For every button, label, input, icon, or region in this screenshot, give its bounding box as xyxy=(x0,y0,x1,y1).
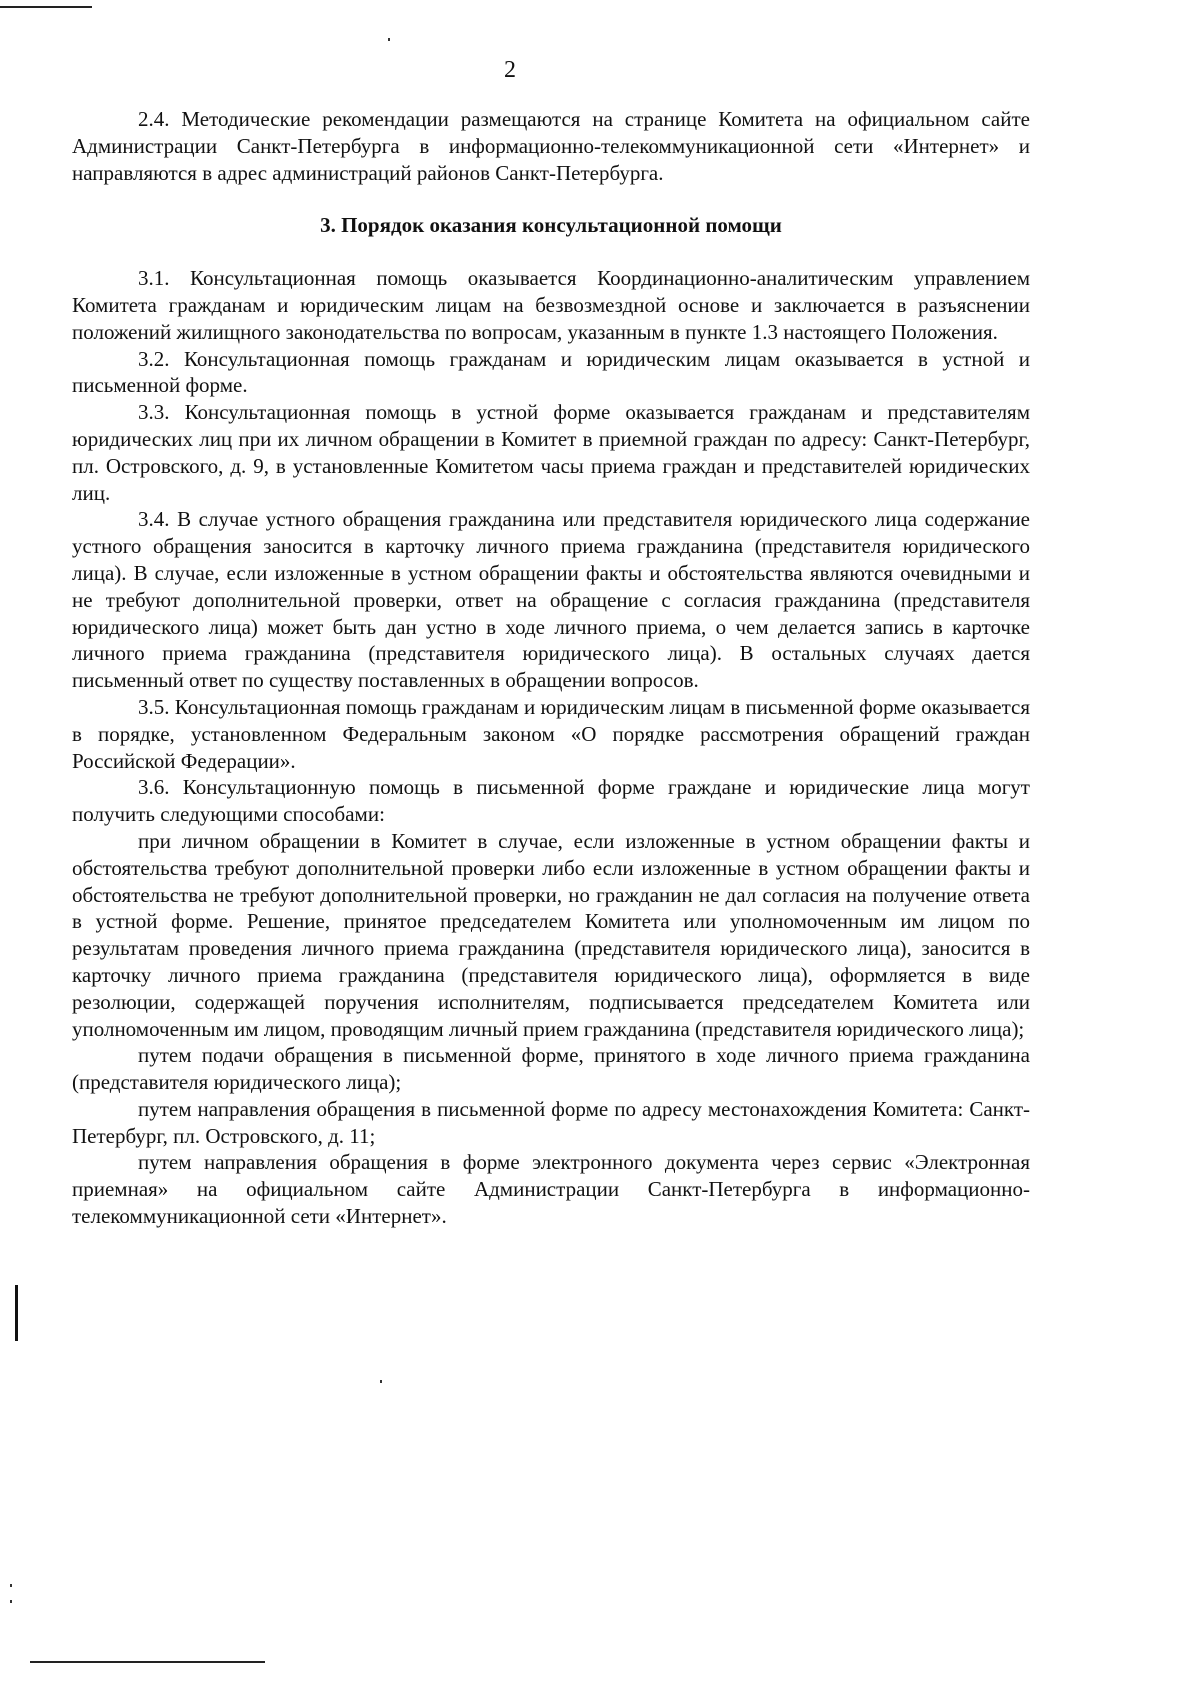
list-item-electronic-reception: путем направления обращения в форме электронного документа через сервис «Электронная приемная» на официальном сайте Администрации Санкт-Петербурга в информационно-телекоммуникационной сети «Интернет». xyxy=(72,1150,1030,1229)
page-number: 2 xyxy=(504,57,516,83)
paragraph-3-1: 3.1. Консультационная помощь оказывается Координационно-аналитическим управлением Комитета гражданам и юридическим лицам на безвозмездной основе и заключается в разъяснении положений жилищного законодательства по вопросам, указанным в пункте 1.3 настоящего Положения. xyxy=(72,266,1030,344)
paragraph-3-5: 3.5. Консультационная помощь гражданам и юридическим лицам в письменной форме оказывается в порядке, установленном Федеральным законом «О порядке рассмотрения обращений граждан Российской Федерации». xyxy=(72,694,1030,773)
document-body xyxy=(72,106,1030,1230)
list-item-written-at-visit: путем подачи обращения в письменной форме, принятого в ходе личного приема гражданина (представителя юридического лица); xyxy=(72,1043,1030,1095)
scan-speck xyxy=(380,1380,382,1383)
paragraph-3-3: 3.3. Консультационная помощь в устной форме оказывается гражданам и представителям юридических лиц при их личном обращении в Комитет в приемной граждан по адресу: Санкт-Петербург, пл. Островского, д. 9, в установленные Комитетом часы приема граждан и представителей юридических лиц. xyxy=(72,400,1030,505)
section-title: 3. Порядок оказания консультационной помощи xyxy=(320,213,782,238)
scan-artifact-line xyxy=(0,6,92,8)
scan-artifact-line xyxy=(30,1661,265,1663)
list-item-postal-address: путем направления обращения в письменной форме по адресу местонахождения Комитета: Санкт-Петербург, пл. Островского, д. 11; xyxy=(72,1096,1030,1148)
paragraph-3-2: 3.2. Консультационная помощь гражданам и юридическим лицам оказывается в устной и письменной форме. xyxy=(72,346,1030,398)
paragraph-2-4: 2.4. Методические рекомендации размещаются на странице Комитета на официальном сайте Администрации Санкт-Петербурга в информационно-телекоммуникационной сети «Интернет» и направляются в адрес администраций районов Санкт-Петербурга. xyxy=(72,107,1030,185)
paragraph-3-4: 3.4. В случае устного обращения гражданина или представителя юридического лица содержание устного обращения заносится в карточку личного приема гражданина (представителя юридического лица). В случае, если изложенные в устном обращении факты и обстоятельства являются очевидными и не требуют дополнительной проверки, ответ на обращение с согласия гражданина (представителя юридического лица) может быть дан устно в ходе личного приема, о чем делается запись в карточке личного приема гражданина (представителя юридического лица). В остальных случаях дается письменный ответ по существу поставленных в обращении вопросов. xyxy=(72,507,1030,693)
scan-speck xyxy=(10,1600,12,1603)
list-item-personal-visit: при личном обращении в Комитет в случае, если изложенные в устном обращении факты и обстоятельства требуют дополнительной проверки либо если изложенные в устном обращении факты и обстоятельства не требуют дополнительной проверки, но гражданин не дал согласия на получение ответа в устной форме. Решение, принятое председателем Комитета или уполномоченным им лицом по результатам проведения личного приема гражданина (представителя юридического лица), заносится в карточку личного приема гражданина (представителя юридического лица), оформляется в виде резолюции, содержащей поручения исполнителям, подписывается председателем Комитета или уполномоченным им лицом, проводящим личный прием гражданина (представителя юридического лица); xyxy=(72,828,1030,1041)
paragraph-3-6: 3.6. Консультационную помощь в письменной форме граждане и юридические лица могут получить следующими способами: xyxy=(72,775,1030,827)
scan-speck xyxy=(10,1584,12,1587)
scan-speck xyxy=(388,38,390,41)
scan-artifact-bar xyxy=(15,1285,18,1341)
